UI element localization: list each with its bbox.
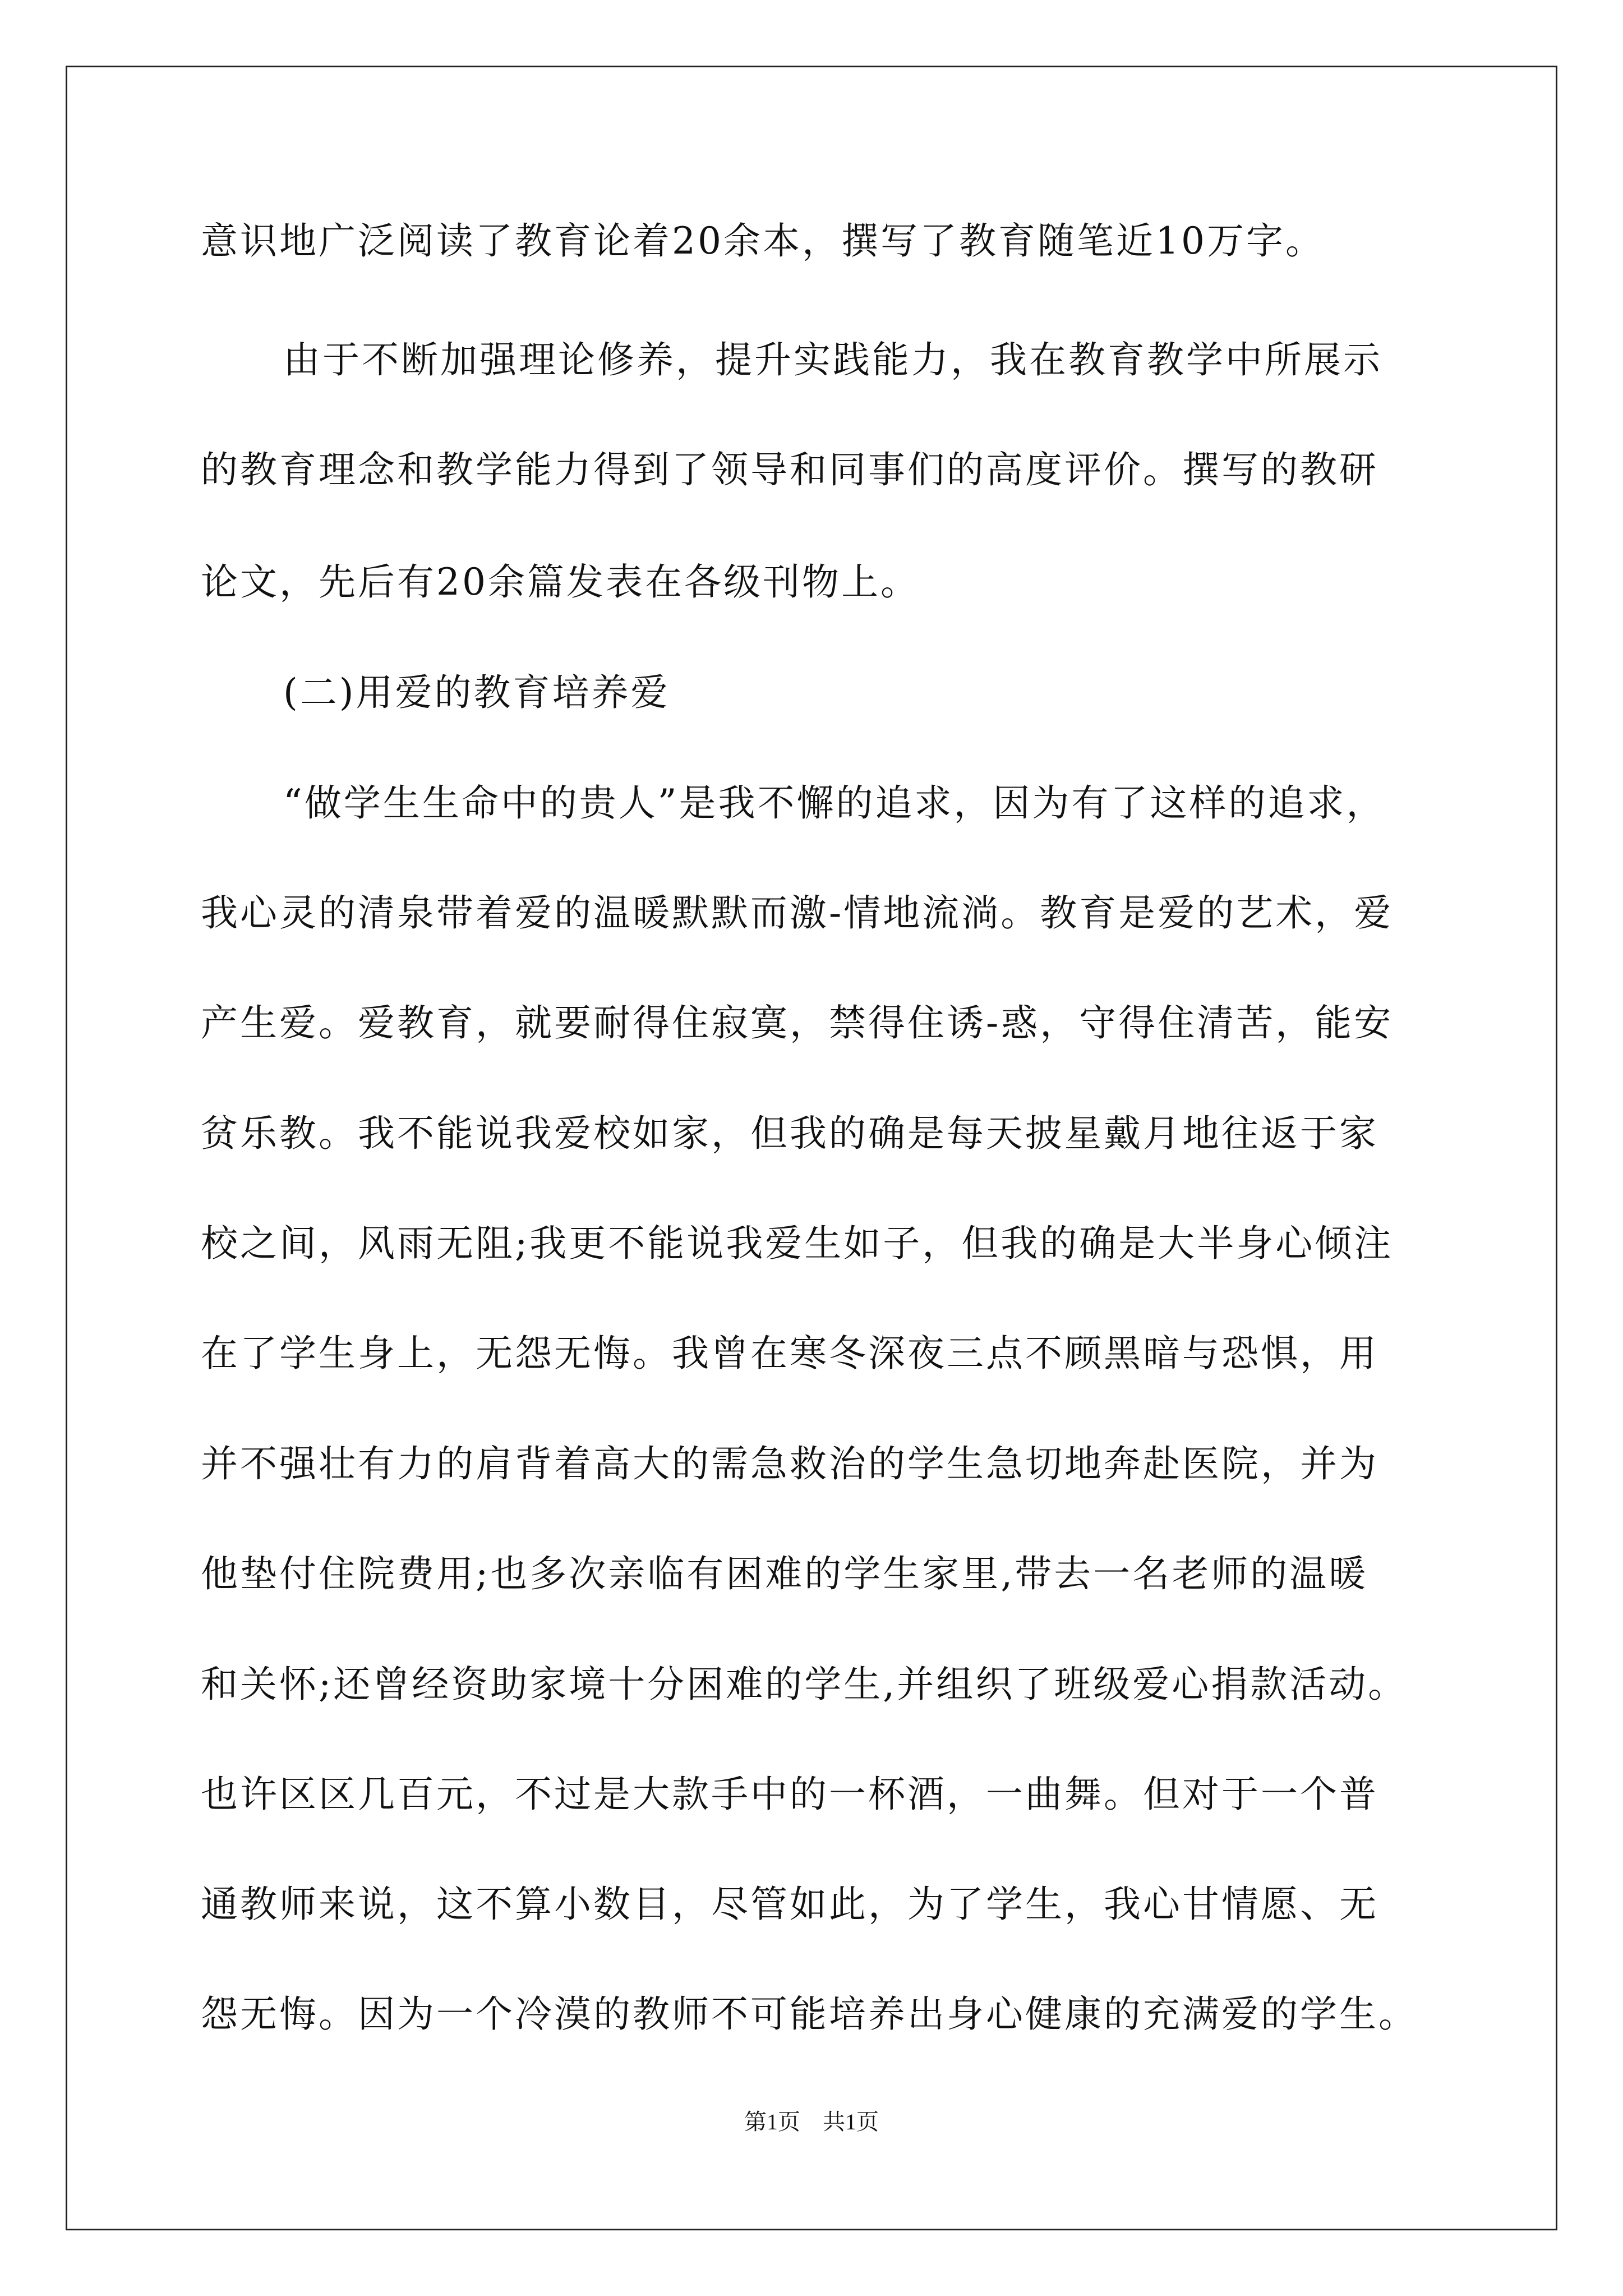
paragraph-line: 并不强壮有力的肩背着高大的需急救治的学生急切地奔赴医院，并为 — [201, 1442, 1378, 1485]
paragraph-line: 我心灵的清泉带着爱的温暖默默而激-情地流淌。教育是爱的艺术，爱 — [201, 891, 1394, 935]
paragraph-line: 论文，先后有20余篇发表在各级刊物上。 — [201, 560, 920, 604]
paragraph-line: 也许区区几百元，不过是大款手中的一杯酒，一曲舞。但对于一个普 — [201, 1773, 1378, 1816]
paragraph-line: 怨无悔。因为一个冷漠的教师不可能培养出身心健康的充满爱的学生。 — [201, 1993, 1418, 2036]
paragraph-line: 由于不断加强理论修养，提升实践能力，我在教育教学中所展示 — [283, 338, 1382, 381]
page-footer: 第1页 共1页 — [744, 2109, 879, 2134]
paragraph-line: 他垫付住院费用;也多次亲临有困难的学生家里,带去一名老师的温暖 — [201, 1552, 1368, 1595]
paragraph-line: 和关怀;还曾经资助家境十分困难的学生,并组织了班级爱心捐款活动。 — [201, 1663, 1408, 1706]
paragraph-line: 校之间，风雨无阻;我更不能说我爱生如子，但我的确是大半身心倾注 — [201, 1222, 1394, 1265]
paragraph-line: “做学生生命中的贵人”是我不懈的追求，因为有了这样的追求， — [283, 781, 1386, 825]
paragraph-line: 通教师来说，这不算小数目，尽管如此，为了学生，我心甘情愿、无 — [201, 1883, 1378, 1926]
paragraph-line: 在了学生身上，无怨无悔。我曾在寒冬深夜三点不顾黑暗与恐惧，用 — [201, 1332, 1378, 1375]
paragraph-line: 产生爱。爱教育，就要耐得住寂寞，禁得住诱-惑，守得住清苦，能安 — [201, 1001, 1394, 1045]
paragraph-line: 贫乐教。我不能说我爱校如家，但我的确是每天披星戴月地往返于家 — [201, 1112, 1378, 1155]
section-heading: (二)用爱的教育培养爱 — [283, 671, 670, 714]
paragraph-line: 的教育理念和教学能力得到了领导和同事们的高度评价。撰写的教研 — [201, 448, 1378, 491]
paragraph-line: 意识地广泛阅读了教育论着20余本，撰写了教育随笔近10万字。 — [201, 219, 1325, 263]
